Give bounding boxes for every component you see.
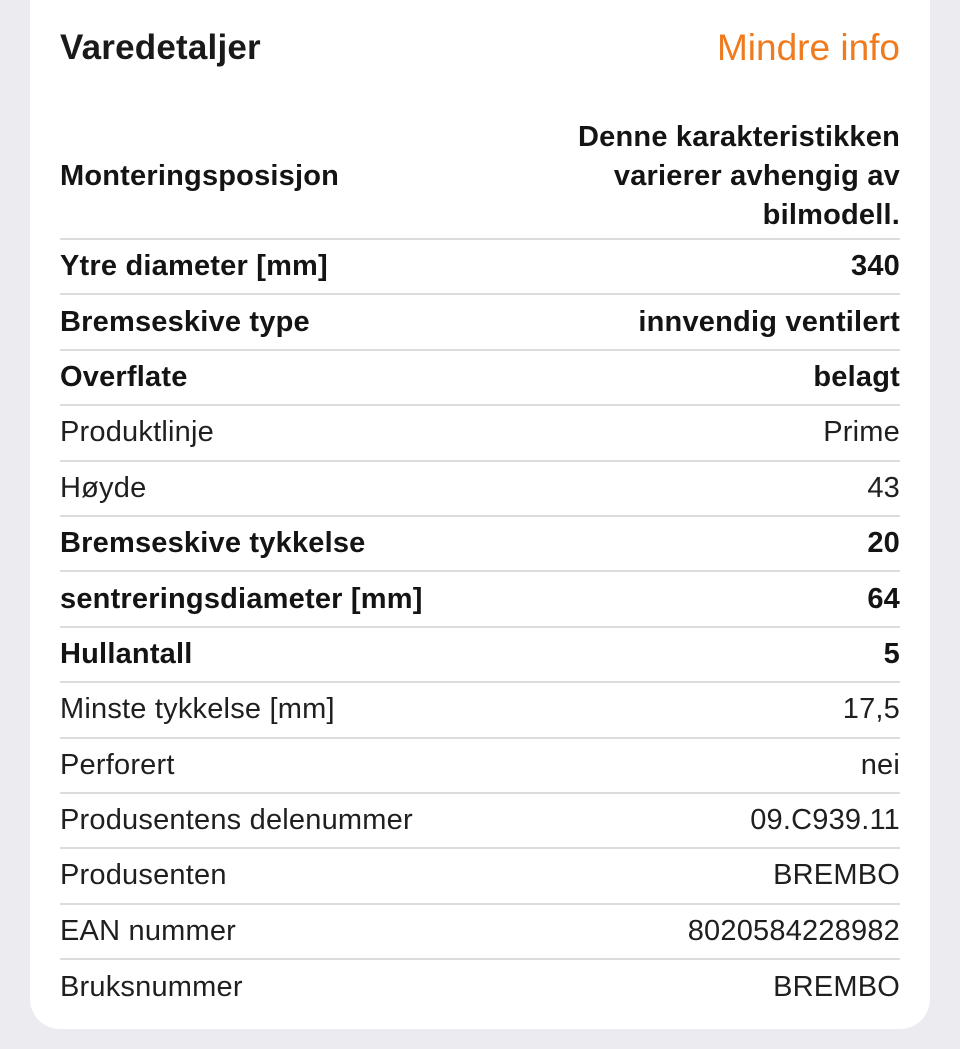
- detail-value: Prime: [823, 416, 900, 449]
- details-table: [60, 115, 900, 1015]
- detail-value: BREMBO: [773, 971, 900, 1004]
- detail-row-monteringsposisjon: [60, 115, 900, 240]
- detail-row-minste-tykkelse: [60, 683, 900, 738]
- detail-value: nei: [860, 748, 900, 781]
- detail-label: Produsenten: [60, 859, 227, 892]
- detail-row-perforert: [60, 739, 900, 794]
- detail-row-produsentens-delenummer: [60, 794, 900, 849]
- detail-label: Hullantall: [60, 637, 193, 670]
- detail-value: 20: [867, 527, 900, 560]
- section-title: Varedetaljer: [60, 28, 261, 67]
- detail-label: Perforert: [60, 748, 175, 781]
- detail-label: Produktlinje: [60, 416, 214, 449]
- detail-value: 64: [867, 582, 900, 615]
- detail-value: 5: [883, 637, 900, 670]
- card-header: [60, 22, 900, 74]
- detail-value: 09.C939.11: [750, 804, 900, 837]
- detail-label: Bruksnummer: [60, 971, 243, 1004]
- detail-label: Overflate: [60, 360, 188, 393]
- detail-row-hoyde: [60, 462, 900, 517]
- detail-row-bremseskive-tykkelse: [60, 517, 900, 572]
- detail-label: Monteringsposisjon: [60, 160, 340, 192]
- product-details-card: [30, 0, 930, 1029]
- detail-label: Høyde: [60, 471, 147, 504]
- detail-row-bremseskive-type: [60, 295, 900, 350]
- detail-row-ytre-diameter: [60, 240, 900, 295]
- detail-label: Minste tykkelse [mm]: [60, 693, 335, 726]
- detail-row-bruksnummer: [60, 960, 900, 1015]
- detail-value: innvendig ventilert: [638, 305, 900, 338]
- detail-value: 340: [851, 250, 900, 283]
- detail-row-sentreringsdiameter: [60, 572, 900, 627]
- detail-label: Produsentens delenummer: [60, 804, 413, 837]
- detail-value: belagt: [813, 360, 900, 393]
- detail-label: sentreringsdiameter [mm]: [60, 582, 423, 615]
- detail-value: Denne karakteristikken varierer avhengig av bilmodell.: [578, 121, 900, 231]
- detail-value: 8020584228982: [687, 914, 900, 947]
- detail-value: 43: [867, 471, 900, 504]
- detail-value: BREMBO: [773, 859, 900, 892]
- detail-label: EAN nummer: [60, 914, 237, 947]
- detail-value: 17,5: [842, 693, 900, 726]
- less-info-toggle[interactable]: Mindre info: [716, 27, 900, 68]
- detail-row-ean-nummer: [60, 905, 900, 960]
- detail-label: Ytre diameter [mm]: [60, 250, 328, 283]
- detail-row-produsenten: [60, 849, 900, 904]
- detail-label: Bremseskive tykkelse: [60, 527, 366, 560]
- detail-row-overflate: [60, 351, 900, 406]
- detail-row-produktlinje: [60, 406, 900, 461]
- detail-label: Bremseskive type: [60, 305, 310, 338]
- detail-row-hullantall: [60, 628, 900, 683]
